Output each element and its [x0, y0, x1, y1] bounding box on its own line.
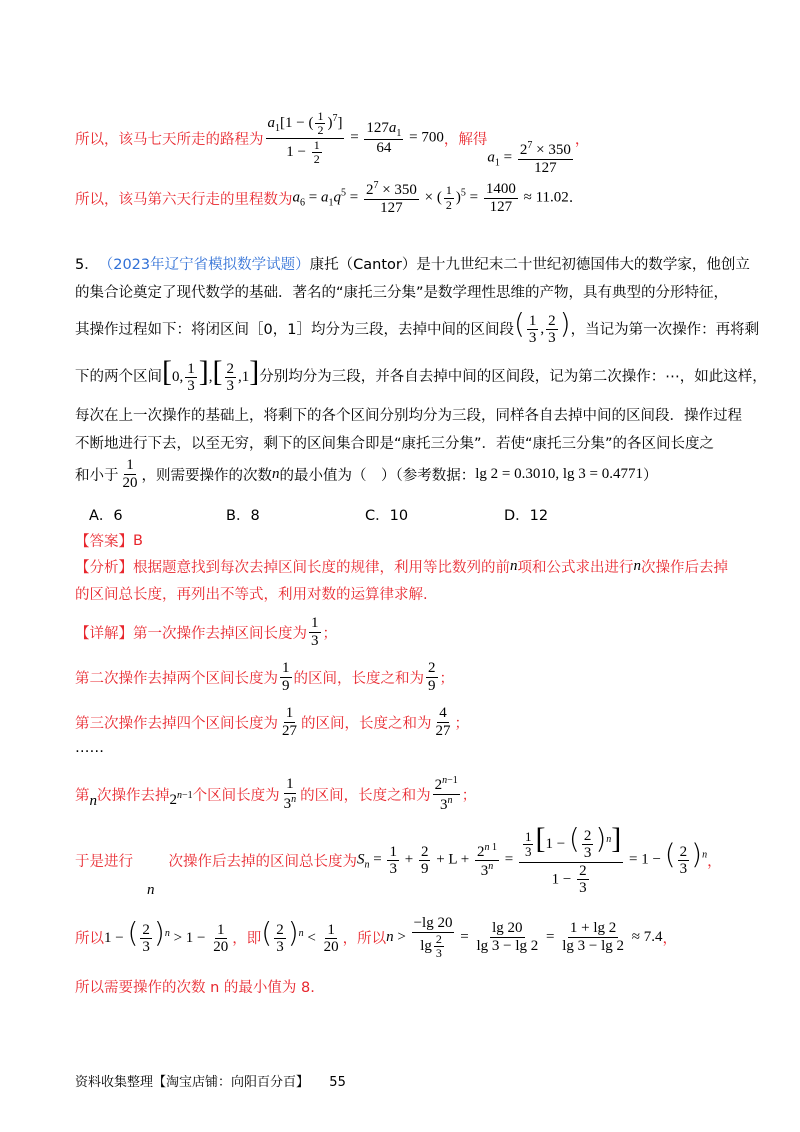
inequality-1: 1 − ( $\frac{2}{3}$ )$^n$ > 1 − $\frac{1}{20}$ [104, 916, 229, 956]
text: ； [461, 787, 477, 804]
text: 所以 [75, 930, 104, 947]
variable-n: n [272, 465, 280, 482]
detail-conclusion [75, 976, 315, 997]
fraction: $\frac{2^{n-1}}{3^n}$ [434, 775, 458, 813]
variable-n: n [89, 792, 97, 809]
variable-n: n [510, 558, 518, 574]
option-d: D．12 [504, 508, 549, 524]
reference-data: lg 2 = 0.3010, lg 3 = 0.4771 [475, 465, 644, 482]
detail-ellipsis [75, 740, 104, 756]
text: 次操作去掉 [97, 787, 170, 804]
footer-text: 资料收集整理【淘宝店铺：向阳百分百】 [75, 1075, 310, 1090]
option-a: A．6 [89, 508, 123, 524]
sixth-day-distance-line [75, 180, 573, 216]
fraction: $\frac{1}{3^n}$ [283, 776, 297, 812]
power-of-two: $2^{n-1}$ [169, 789, 193, 808]
text: 第三次操作去掉四个区间长度为 [75, 715, 278, 732]
analysis-tag: 【分析】 [75, 560, 133, 576]
text: ，所以 [342, 930, 387, 947]
detail-step-2 [75, 660, 454, 694]
page-number: 55 [329, 1075, 346, 1090]
text: 的区间，长度之和为 [293, 670, 424, 687]
inequality-2: ( $\frac{2}{3}$ )$^n$ < $\frac{1}{20}$ [261, 916, 339, 956]
text: 第一次操作去掉区间长度为 [133, 625, 307, 642]
text: ， [574, 131, 590, 148]
analysis-line-1 [75, 556, 728, 577]
detail-tag: 【详解】 [75, 625, 133, 642]
text: 所以，该马七天所走的路程为 [75, 131, 264, 148]
text: ） [643, 467, 658, 484]
detail-inequality [75, 915, 677, 960]
variable-n: n [147, 882, 155, 898]
fraction: $\frac{2}{9}$ [428, 660, 436, 694]
fraction: $\frac{4}{27}$ [435, 705, 451, 739]
text: 根据题意找到每次去掉区间长度的规律，利用等比数列的前 [133, 560, 510, 576]
text: ； [322, 625, 337, 642]
formula-a1: $a_1$ = $\frac{2^7 \times 350}{127}$ [487, 140, 571, 176]
detail-step-3 [75, 705, 469, 739]
text: 的区间总长度，再列出不等式，利用对数的运算律求解. [75, 587, 428, 603]
text: 所以需要操作的次数 n 的最小值为 8. [75, 980, 315, 996]
text: 每次在上一次操作的基础上，将剩下的各个区间分别均分为三段，同样各自去掉中间的区间段．操作过程 [75, 408, 742, 424]
text: ，解得 [443, 131, 488, 148]
question-line-7 [75, 457, 658, 491]
fraction: $\frac{1}{9}$ [282, 660, 290, 694]
question-source: （2023年辽宁省模拟数学试题） [98, 257, 310, 273]
formula-seven-day-sum: $a_1[1$ − ( $\frac{1}{2}$ )$^7$] 1 − $\frac{1}{2}$ = $\frac{127a_1}{64}$ = 700 [267, 109, 444, 166]
seven-day-distance-line [75, 100, 589, 176]
question-number: 5． [75, 257, 99, 273]
fraction-1-20: $\frac{1}{20}$ [122, 457, 138, 491]
option-c: C．10 [365, 508, 409, 524]
formula-a6: $a_6 = a_1q^5$ = $\frac{2^7 \times 350}{127}$ × ( $\frac{1}{2}$ )$^5$ = $\frac{1400}{127}$ ≈ 11.02 [292, 180, 569, 216]
text: 分别均分为三段，并各自去掉中间的区间段，记为第二次操作：⋯，如此这样， [259, 369, 767, 386]
interval-middle: ( $\frac{1}{3}$ , $\frac{2}{3}$ ) [513, 307, 571, 347]
question-line-1 [75, 253, 750, 274]
text: ； [454, 715, 469, 732]
text: 康托（Cantor）是十九世纪末二十世纪初德国伟大的数学家，他创立 [309, 257, 750, 273]
text: ，则需要操作的次数 [141, 467, 272, 484]
option-b: B．8 [226, 508, 260, 524]
answer-tag: 【答案】 [75, 534, 133, 550]
text: 的最小值为（ ）（参考数据： [279, 467, 476, 484]
text: ； [439, 670, 454, 687]
detail-step-1 [75, 615, 337, 649]
text: 所以，该马第六天行走的里程数为 [75, 191, 293, 208]
question-line-2 [75, 281, 728, 302]
two-intervals: [0, $\frac{1}{3}$ ],[ $\frac{2}{3}$ ,1] [162, 355, 260, 395]
answer-value: B [133, 532, 143, 549]
analysis-line-2 [75, 583, 428, 604]
text: . [568, 190, 574, 206]
question-line-5 [75, 404, 742, 425]
text: 不断地进行下去，以至无穷，剩下的区间集合即是“康托三分集”．若使“康托三分集”的各区间长度之 [75, 436, 715, 452]
question-line-6 [75, 432, 714, 453]
text: …… [75, 740, 104, 756]
text: ， [662, 930, 677, 947]
question-line-3 [75, 307, 760, 347]
formula-n-bound: n > −lg 20 lg $\frac{2}{3}$ = $\frac{\lg 20}{\lg 3 - \lg 2}$ = $\frac{1 + \lg 2}{\lg 3 - \lg 2}$ ≈ 7.4 [386, 915, 663, 960]
text: 于是进行 [75, 854, 133, 870]
answer-line [75, 530, 143, 551]
text: 个区间长度为 [192, 787, 280, 804]
text: 项和公式求出进行 [517, 560, 634, 576]
text: 次操作后去掉的区间总长度为 [168, 854, 357, 870]
text: 第 [75, 787, 90, 804]
text: 第二次操作去掉两个区间长度为 [75, 670, 278, 687]
options-row [75, 504, 548, 525]
question-line-4 [75, 357, 767, 395]
text: 下的两个区间 [75, 369, 162, 386]
text: 和小于 [75, 467, 119, 484]
fraction: $\frac{1}{27}$ [282, 705, 297, 739]
text: 次操作后去掉 [641, 560, 728, 576]
text: 其操作过程如下：将闭区间［0，1］均分为三段，去掉中间的区间段 [75, 321, 514, 338]
text: ，当记为第一次操作：再将剩 [570, 321, 760, 338]
page-footer [75, 1071, 346, 1090]
text: ， [707, 854, 722, 870]
detail-sum [75, 822, 722, 899]
formula-sn: $S_n$ = $\frac{1}{3}$ + $\frac{2}{9}$ + L + $\frac{2^{n 1}}{3^n}$ = $\frac{1}{3}$ [1 − ( $\frac{2}{3}$ )$^n$] 1 − $\frac{2}{3}$ = 1 − ( $\frac{2}{3}$ )$^n$ [357, 822, 708, 897]
detail-step-n [75, 775, 476, 813]
variable-n: n [633, 558, 641, 574]
text: 的集合论奠定了现代数学的基础．著名的“康托三分集”是数学理性思维的产物，具有典型的分形特征， [75, 285, 729, 301]
fraction: $\frac{1}{3}$ [311, 615, 319, 649]
text: ，即 [232, 930, 262, 947]
text: 的区间，长度之和为 [301, 715, 432, 732]
text: 的区间，长度之和为 [300, 787, 431, 804]
